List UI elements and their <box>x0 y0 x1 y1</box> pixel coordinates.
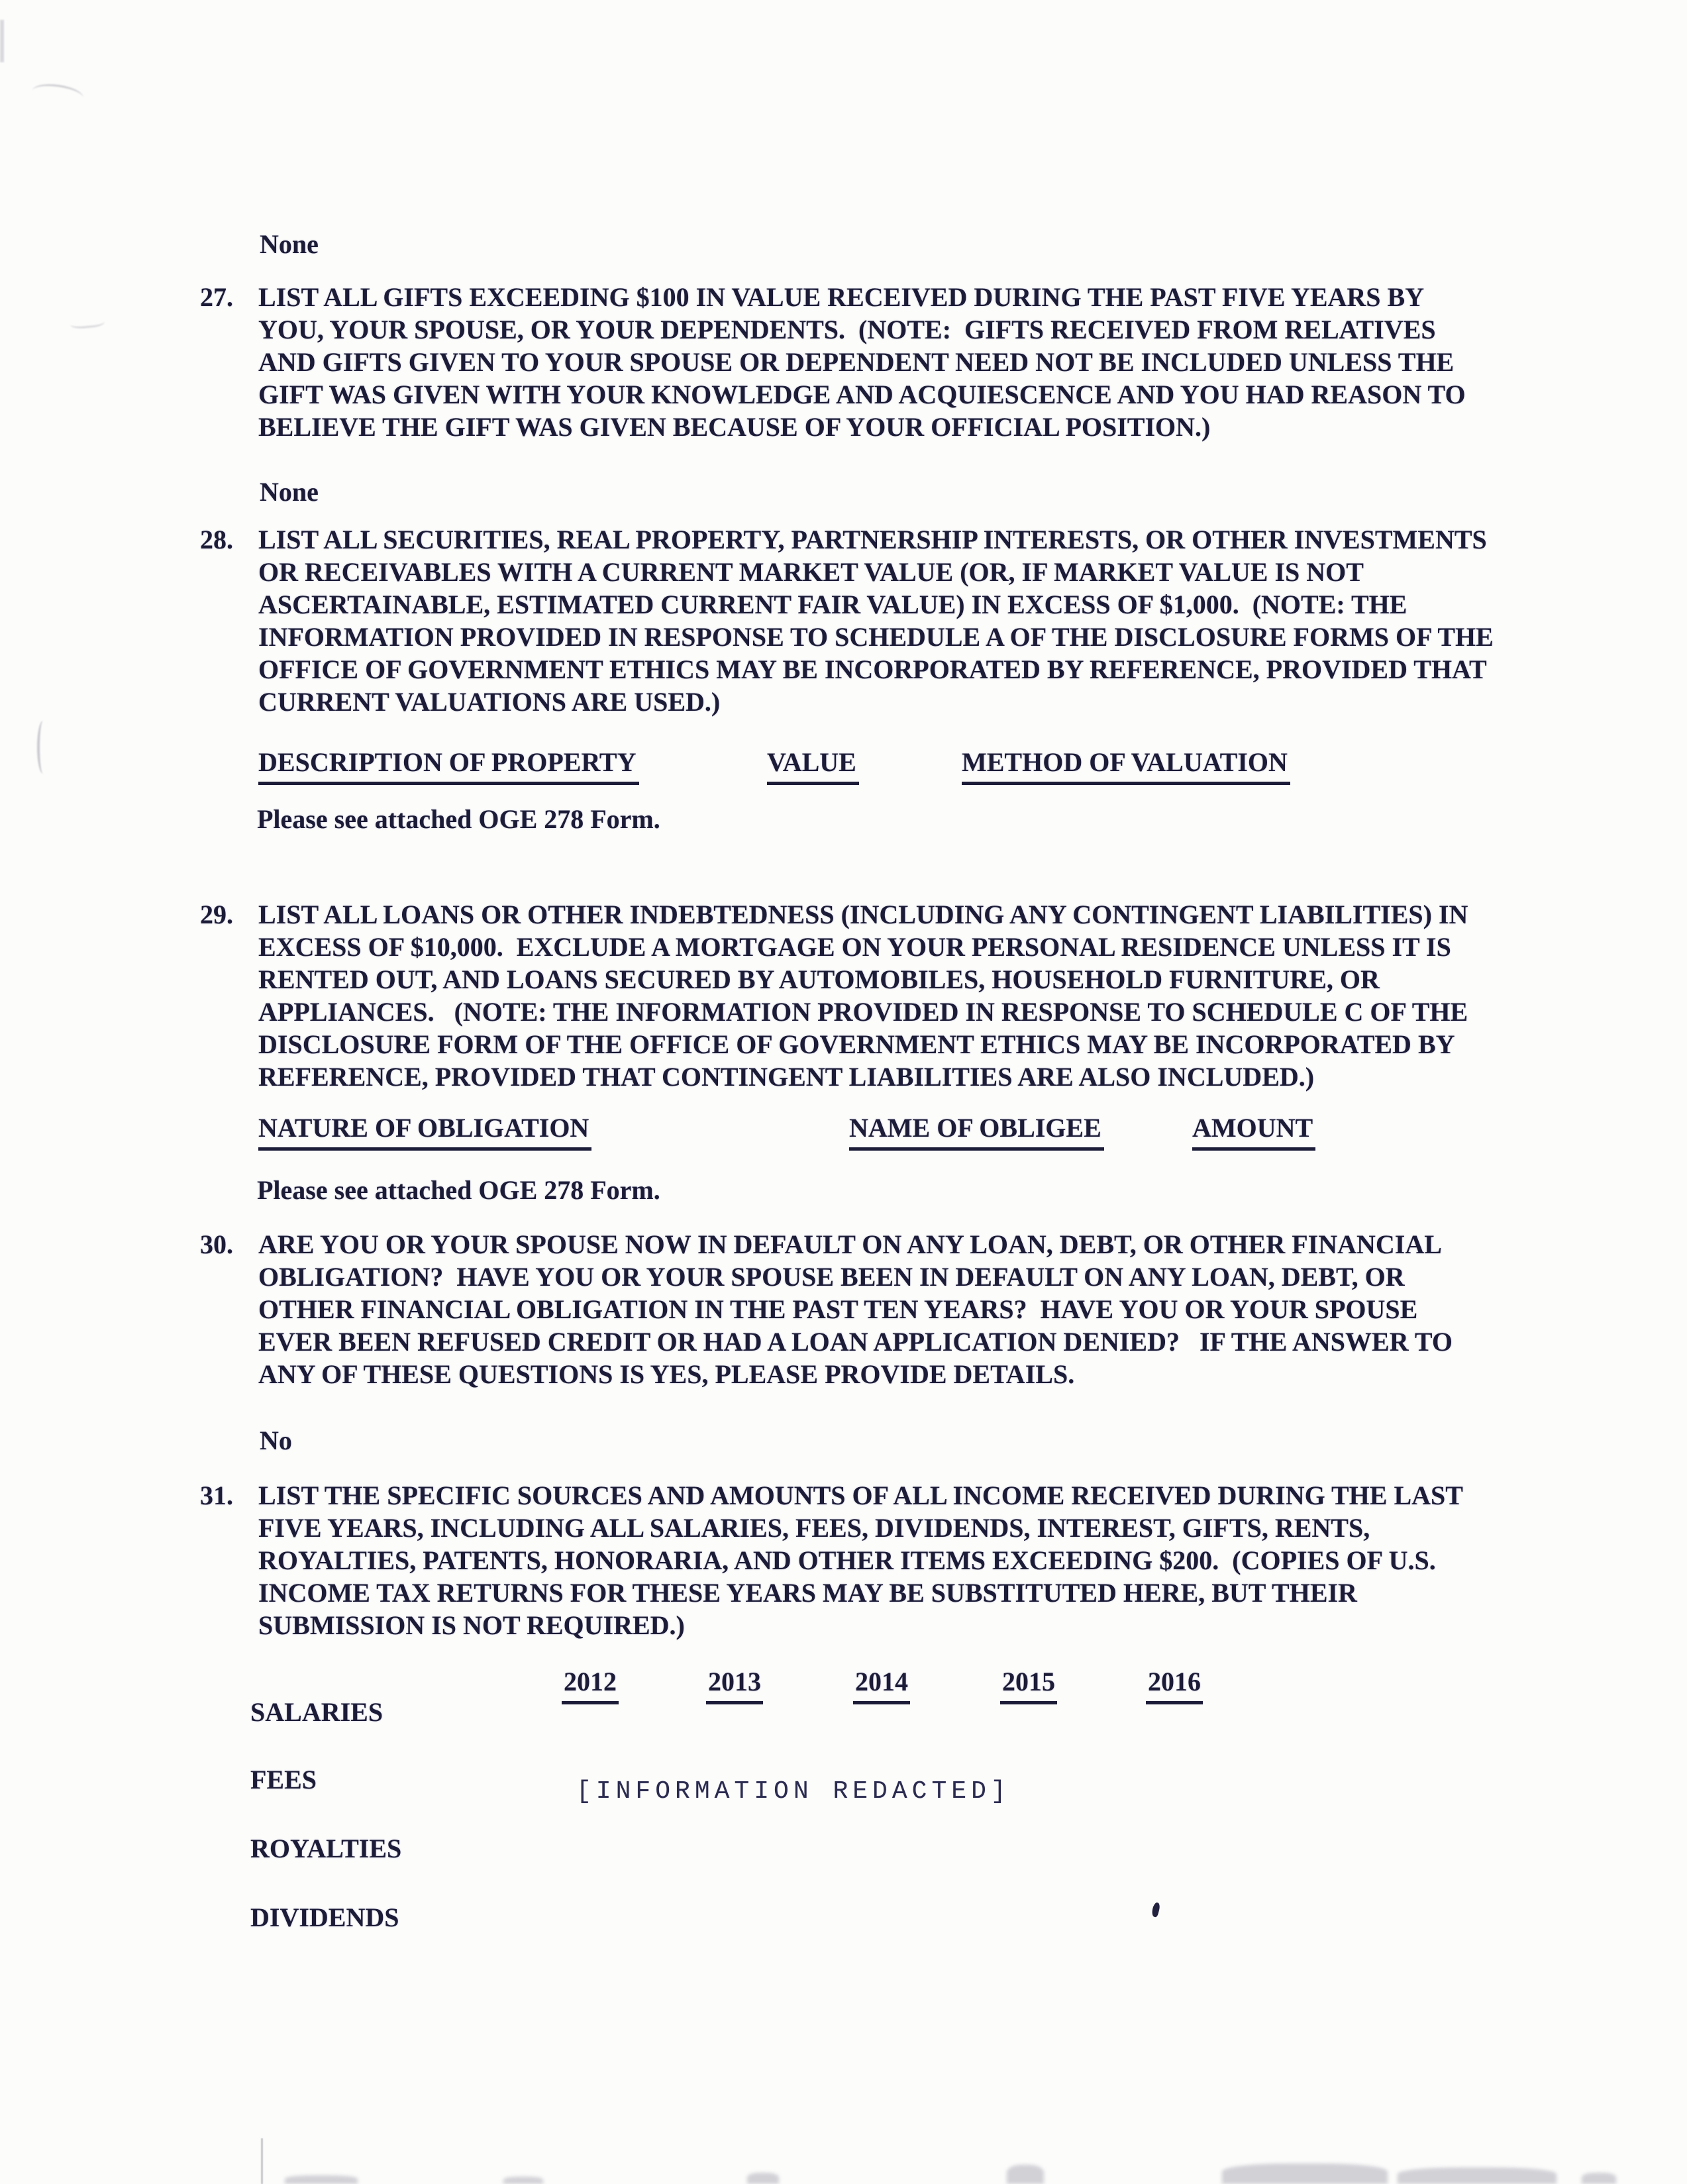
question-30-line: ARE YOU OR YOUR SPOUSE NOW IN DEFAULT ON ANY LOAN, DEBT, OR OTHER FINANCIAL <box>258 1229 1442 1259</box>
question-31-line: LIST THE SPECIFIC SOURCES AND AMOUNTS OF ALL INCOME RECEIVED DURING THE LAST <box>258 1481 1463 1510</box>
question-30-line: OTHER FINANCIAL OBLIGATION IN THE PAST TEN YEARS? HAVE YOU OR YOUR SPOUSE <box>258 1294 1418 1324</box>
question-28-line: LIST ALL SECURITIES, REAL PROPERTY, PARTNERSHIP INTERESTS, OR OTHER INVESTMENTS <box>258 525 1487 554</box>
question-27-line: GIFT WAS GIVEN WITH YOUR KNOWLEDGE AND ACQUIESCENCE AND YOU HAD REASON TO <box>258 380 1466 409</box>
year-header-2013: 2013 <box>706 1665 763 1704</box>
scan-artifact-squiggle <box>70 315 105 329</box>
scan-artifact-bottom-smudge <box>1222 2163 1388 2184</box>
question-27-number: 27. <box>200 282 233 312</box>
scan-artifact-bottom-smudge <box>285 2175 358 2184</box>
year-header-2016: 2016 <box>1146 1665 1203 1704</box>
scan-artifact-bottom-smudge <box>747 2173 779 2184</box>
question-30-line: EVER BEEN REFUSED CREDIT OR HAD A LOAN APPLICATION DENIED? IF THE ANSWER TO <box>258 1327 1453 1357</box>
question-31-line: SUBMISSION IS NOT REQUIRED.) <box>258 1610 685 1640</box>
column-header-nature-of-obligation: NATURE OF OBLIGATION <box>258 1112 591 1151</box>
column-header-value: VALUE <box>767 746 859 785</box>
answer-no-30: No <box>260 1426 292 1455</box>
question-30-line: ANY OF THESE QUESTIONS IS YES, PLEASE PROVIDE DETAILS. <box>258 1359 1075 1389</box>
question-28-line: OFFICE OF GOVERNMENT ETHICS MAY BE INCORPORATED BY REFERENCE, PROVIDED THAT <box>258 654 1487 684</box>
scan-artifact-bottom-smudge <box>503 2177 543 2184</box>
question-30-number: 30. <box>200 1229 233 1259</box>
scan-artifact-bottom-smudge <box>1007 2165 1044 2184</box>
question-28-number: 28. <box>200 525 233 554</box>
question-28-line: ASCERTAINABLE, ESTIMATED CURRENT FAIR VALUE) IN EXCESS OF $1,000. (NOTE: THE <box>258 590 1407 619</box>
income-row-dividends: DIVIDENDS <box>250 1902 399 1932</box>
question-28-text <box>258 523 1494 718</box>
question-31-text <box>258 1479 1463 1641</box>
column-header-name-of-obligee: NAME OF OBLIGEE <box>849 1112 1104 1151</box>
scan-artifact-paren-mark <box>37 721 49 774</box>
question-31-number: 31. <box>200 1481 233 1510</box>
question-29-line: RENTED OUT, AND LOANS SECURED BY AUTOMOBILES, HOUSEHOLD FURNITURE, OR <box>258 964 1380 994</box>
question-29-text <box>258 898 1468 1093</box>
question-30-line: OBLIGATION? HAVE YOU OR YOUR SPOUSE BEEN IN DEFAULT ON ANY LOAN, DEBT, OR <box>258 1262 1405 1292</box>
question-27-text <box>258 281 1466 443</box>
column-header-description-of-property: DESCRIPTION OF PROPERTY <box>258 746 639 785</box>
question-27-line: AND GIFTS GIVEN TO YOUR SPOUSE OR DEPENDENT NEED NOT BE INCLUDED UNLESS THE <box>258 347 1455 377</box>
question-31-line: INCOME TAX RETURNS FOR THESE YEARS MAY BE SUBSTITUTED HERE, BUT THEIR <box>258 1578 1357 1608</box>
answer-none-previous: None <box>260 229 319 259</box>
scan-artifact-bottom-smudge <box>1582 2173 1616 2184</box>
income-row-fees: FEES <box>250 1765 317 1794</box>
question-29-line: LIST ALL LOANS OR OTHER INDEBTEDNESS (INCLUDING ANY CONTINGENT LIABILITIES) IN <box>258 900 1468 929</box>
question-29-line: APPLIANCES. (NOTE: THE INFORMATION PROVIDED IN RESPONSE TO SCHEDULE C OF THE <box>258 997 1468 1027</box>
question-30-text <box>258 1228 1453 1390</box>
question-31-line: ROYALTIES, PATENTS, HONORARIA, AND OTHER ITEMS EXCEEDING $200. (COPIES OF U.S. <box>258 1545 1436 1575</box>
question-28-line: CURRENT VALUATIONS ARE USED.) <box>258 687 721 717</box>
scan-artifact-ink-speck <box>1150 1902 1160 1918</box>
information-redacted-note: [INFORMATION REDACTED] <box>576 1777 1011 1806</box>
column-header-amount: AMOUNT <box>1192 1112 1315 1151</box>
question-27-line: BELIEVE THE GIFT WAS GIVEN BECAUSE OF YOUR OFFICIAL POSITION.) <box>258 412 1211 442</box>
column-header-method-of-valuation: METHOD OF VALUATION <box>962 746 1290 785</box>
answer-oge-278-q28: Please see attached OGE 278 Form. <box>257 804 660 834</box>
question-29-line: REFERENCE, PROVIDED THAT CONTINGENT LIABILITIES ARE ALSO INCLUDED.) <box>258 1062 1315 1092</box>
income-row-salaries: SALARIES <box>250 1697 383 1727</box>
question-29-number: 29. <box>200 900 233 929</box>
scan-artifact-pencil-arc <box>30 81 84 108</box>
question-27-line: LIST ALL GIFTS EXCEEDING $100 IN VALUE RECEIVED DURING THE PAST FIVE YEARS BY <box>258 282 1425 312</box>
year-header-2012: 2012 <box>562 1665 619 1704</box>
year-header-2014: 2014 <box>853 1665 910 1704</box>
income-row-royalties: ROYALTIES <box>250 1834 402 1863</box>
answer-oge-278-q29: Please see attached OGE 278 Form. <box>257 1175 660 1205</box>
question-31-line: FIVE YEARS, INCLUDING ALL SALARIES, FEES, DIVIDENDS, INTEREST, GIFTS, RENTS, <box>258 1513 1370 1543</box>
question-29-line: DISCLOSURE FORM OF THE OFFICE OF GOVERNMENT ETHICS MAY BE INCORPORATED BY <box>258 1029 1455 1059</box>
question-28-line: INFORMATION PROVIDED IN RESPONSE TO SCHEDULE A OF THE DISCLOSURE FORMS OF THE <box>258 622 1494 652</box>
question-27-line: YOU, YOUR SPOUSE, OR YOUR DEPENDENTS. (NOTE: GIFTS RECEIVED FROM RELATIVES <box>258 315 1436 344</box>
year-header-2015: 2015 <box>1000 1665 1057 1704</box>
answer-none-27: None <box>260 477 319 507</box>
scan-artifact-bottom-smudge <box>1398 2167 1557 2184</box>
question-28-line: OR RECEIVABLES WITH A CURRENT MARKET VALUE (OR, IF MARKET VALUE IS NOT <box>258 557 1364 587</box>
scan-artifact-hairline <box>261 2138 263 2184</box>
question-29-line: EXCESS OF $10,000. EXCLUDE A MORTGAGE ON YOUR PERSONAL RESIDENCE UNLESS IT IS <box>258 932 1451 962</box>
scan-artifact-edge-tick <box>0 20 4 62</box>
